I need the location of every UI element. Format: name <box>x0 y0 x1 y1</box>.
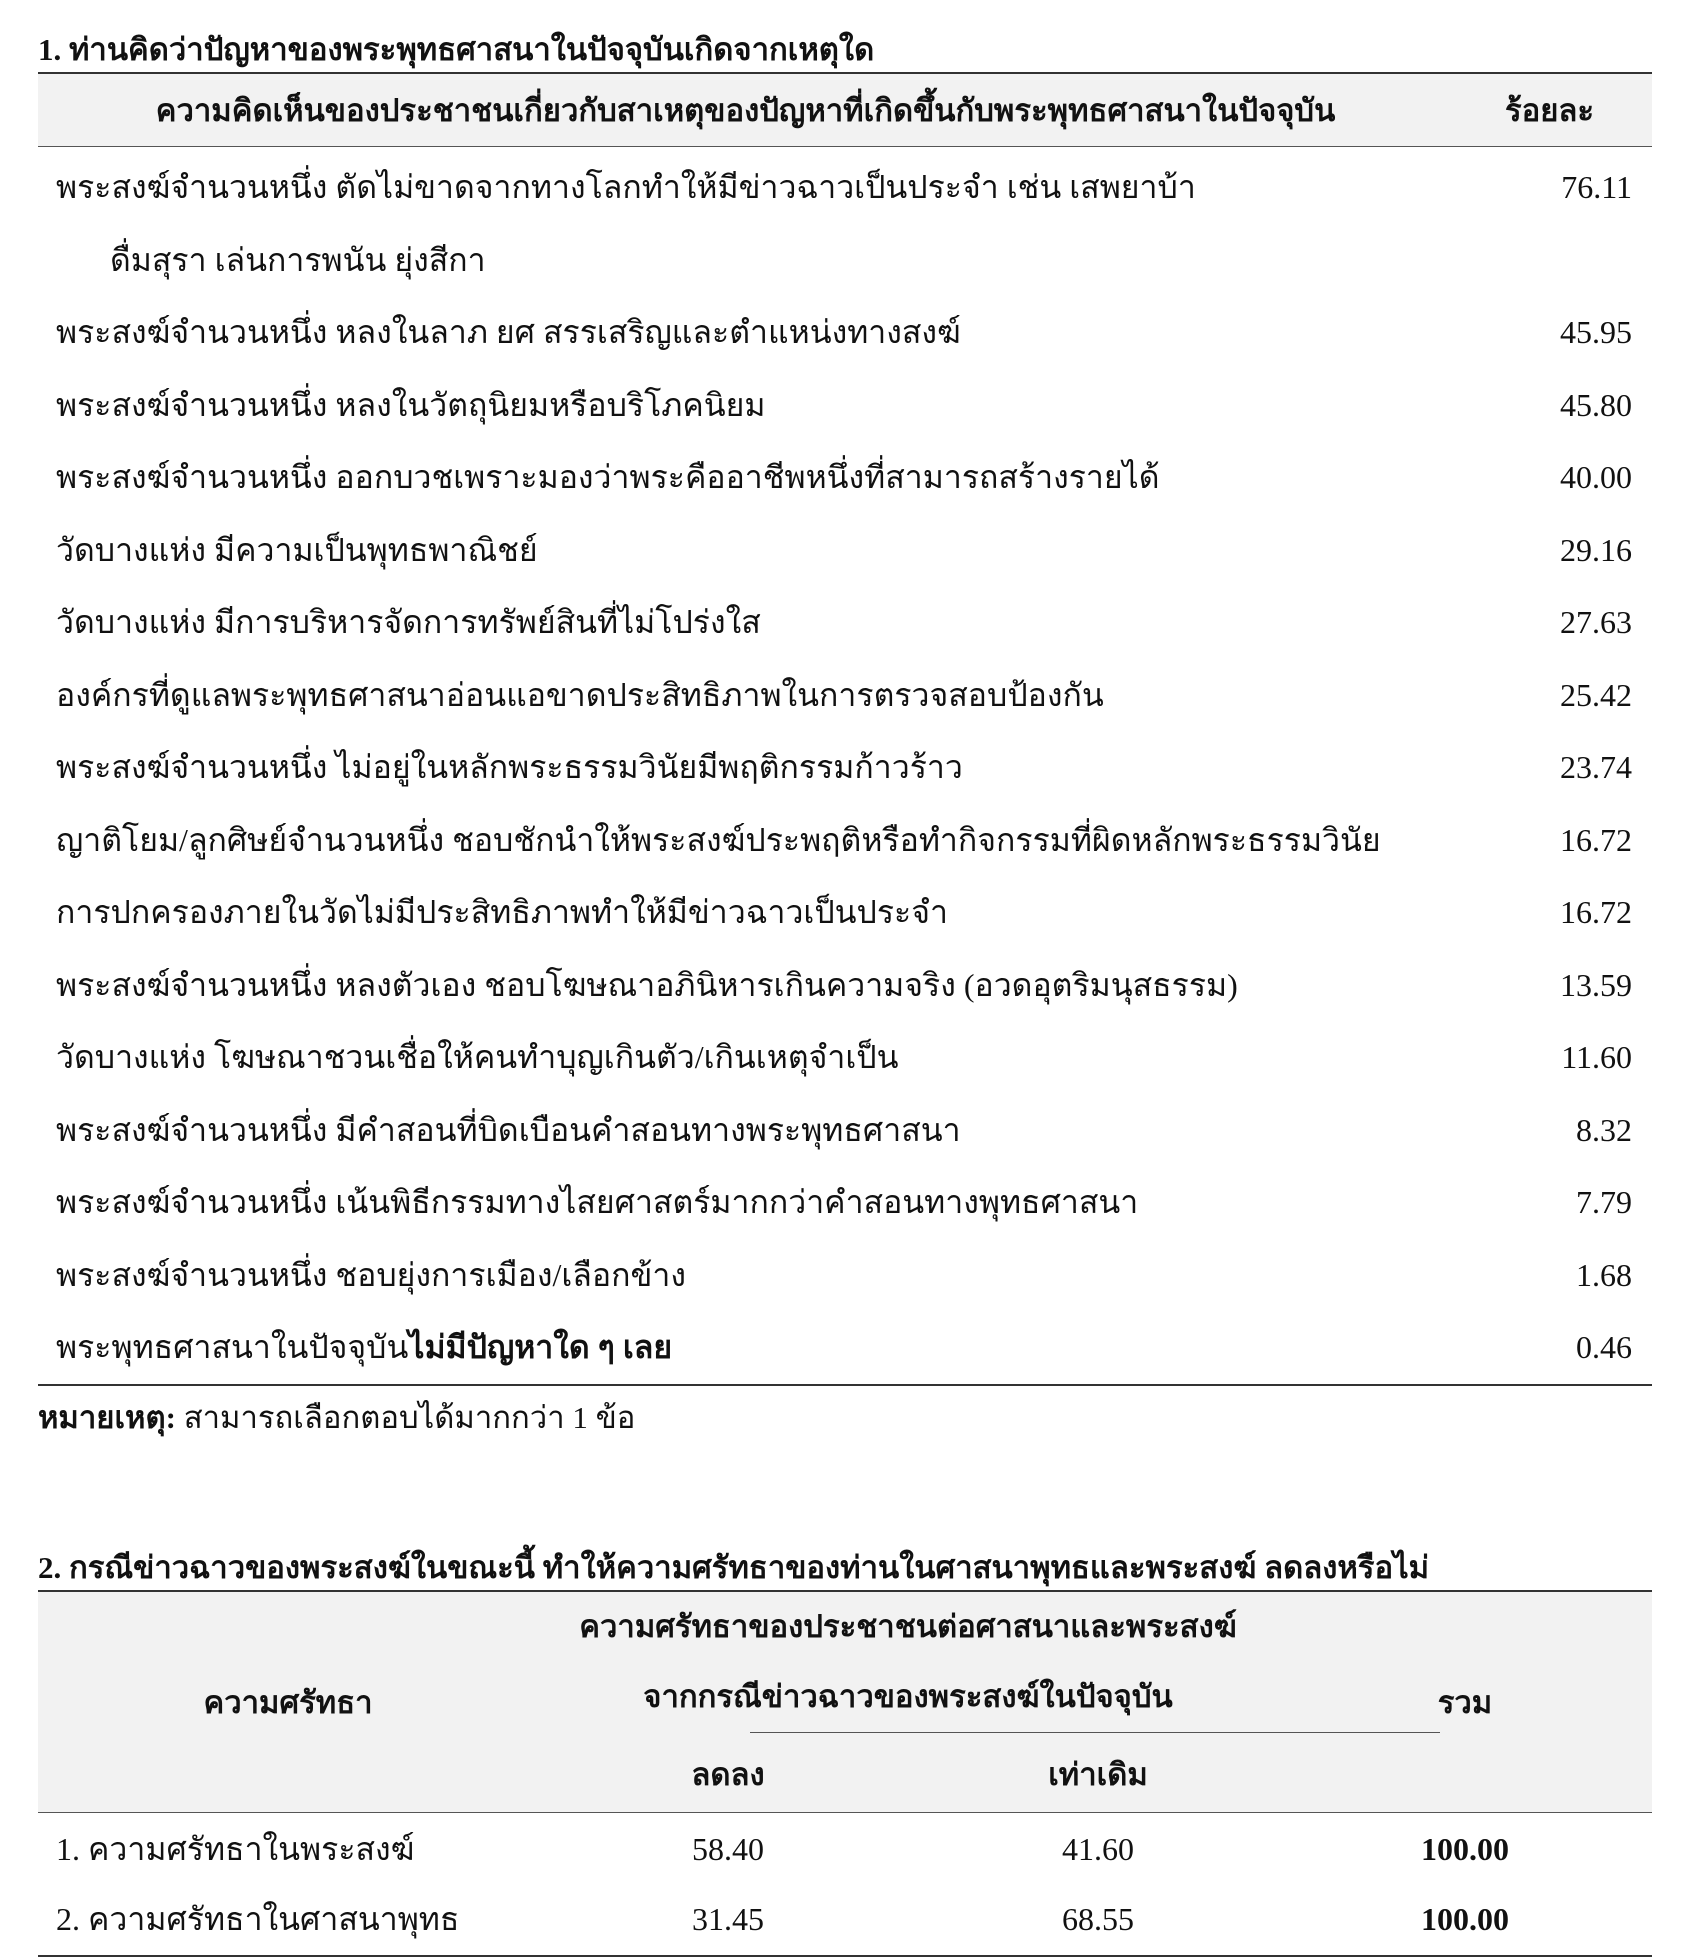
row-text: พระสงฆ์จำนวนหนึ่ง ตัดไม่ขาดจากทางโลกทำให้มีข่าวฉาวเป็นประจำ เช่น เสพยาบ้า <box>56 169 1196 205</box>
table-row <box>38 949 1652 1022</box>
row-label: 1. ความศรัทธาในพระสงฆ์ <box>56 1831 415 1867</box>
table-1-header-percent: ร้อยละ <box>1504 93 1595 128</box>
row-description: พระสงฆ์จำนวนหนึ่ง หลงในลาภ ยศ สรรเสริญและตำแหน่งทางสงฆ์ <box>56 314 961 350</box>
header-group-line-2: จากกรณีข่าวฉาวของพระสงฆ์ในปัจจุบัน <box>643 1678 1173 1714</box>
row-percent: 40.00 <box>1560 459 1632 495</box>
table-row <box>38 1885 1652 1955</box>
table-row <box>38 731 1652 804</box>
row-description: การปกครองภายในวัดไม่มีประสิทธิภาพทำให้มีข่าวฉาวเป็นประจำ <box>56 894 948 930</box>
row-description: พระสงฆ์จำนวนหนึ่ง ออกบวชเพราะมองว่าพระคืออาชีพหนึ่งที่สามารถสร้างรายได้ <box>56 459 1160 495</box>
table-2-bottom-rule <box>38 1955 1652 1957</box>
header-group-line-1: ความศรัทธาของประชาชนต่อศาสนาและพระสงฆ์ <box>579 1608 1237 1644</box>
question-1-title: 1. ท่านคิดว่าปัญหาของพระพุทธศาสนาในปัจจุบันเกิดจากเหตุใด <box>38 32 875 67</box>
row-percent: 7.79 <box>1576 1184 1632 1220</box>
row-percent: 25.42 <box>1560 676 1632 713</box>
table-row <box>38 151 1652 296</box>
row-same: 68.55 <box>1062 1901 1134 1937</box>
table-row <box>38 514 1652 587</box>
table-row <box>38 876 1652 949</box>
table-row <box>38 659 1652 732</box>
header-faith: ความศรัทธา <box>203 1684 373 1720</box>
row-description: พระสงฆ์จำนวนหนึ่ง ชอบยุ่งการเมือง/เลือกข้าง <box>56 1256 686 1293</box>
row-text: พระพุทธศาสนาในปัจจุบัน <box>56 1329 409 1365</box>
row-description: พระสงฆ์จำนวนหนึ่ง หลงตัวเอง ชอบโฆษณาอภินิหารเกินความจริง (อวดอุตริมนุสธรรม) <box>56 966 1238 1003</box>
table-row <box>38 1021 1652 1094</box>
row-description: ญาติโยม/ลูกศิษย์จำนวนหนึ่ง ชอบชักนำให้พระสงฆ์ประพฤติหรือทำกิจกรรมที่ผิดหลักพระธรรมวินัย <box>56 821 1381 858</box>
row-description: องค์กรที่ดูแลพระพุทธศาสนาอ่อนแอขาดประสิทธิภาพในการตรวจสอบป้องกัน <box>56 676 1104 713</box>
table-1-header-description: ความคิดเห็นของประชาชนเกี่ยวกับสาเหตุของปัญหาที่เกิดขึ้นกับพระพุทธศาสนาในปัจจุบัน <box>155 93 1336 128</box>
row-description <box>38 151 1472 296</box>
table-row <box>38 441 1652 514</box>
row-percent: 29.16 <box>1560 531 1632 568</box>
table-row <box>38 804 1652 877</box>
row-total: 100.00 <box>1421 1831 1509 1867</box>
row-percent: 16.72 <box>1560 894 1632 930</box>
row-description: พระสงฆ์จำนวนหนึ่ง หลงในวัตถุนิยมหรือบริโภคนิยม <box>56 386 766 423</box>
row-same: 41.60 <box>1062 1831 1134 1867</box>
table-row <box>38 369 1652 442</box>
row-percent: 23.74 <box>1560 749 1632 785</box>
table-row <box>38 296 1652 369</box>
question-2-title: 2. กรณีข่าวฉาวของพระสงฆ์ในขณะนี้ ทำให้ความศรัทธาของท่านในศาสนาพุทธและพระสงฆ์ ลดลงหรือไม่ <box>38 1549 1430 1585</box>
row-text-bold: ไม่มีปัญหาใด ๆ เลย <box>408 1329 673 1365</box>
table-2 <box>38 1592 1652 1957</box>
table-1-bottom-rule <box>38 1384 1652 1386</box>
note-text: สามารถเลือกตอบได้มากกว่า 1 ข้อ <box>175 1399 636 1435</box>
row-description: พระสงฆ์จำนวนหนึ่ง เน้นพิธีกรรมทางไสยศาสตร์มากกว่าคำสอนทางพุทธศาสนา <box>56 1184 1139 1220</box>
row-percent: 45.80 <box>1560 386 1632 423</box>
row-percent: 13.59 <box>1560 966 1632 1003</box>
row-percent: 0.46 <box>1576 1329 1632 1365</box>
row-text-continuation: ดื่มสุรา เล่นการพนัน ยุ่งสีกา <box>110 241 486 278</box>
row-description <box>38 1311 1472 1384</box>
table-row <box>38 586 1652 659</box>
row-percent: 11.60 <box>1561 1039 1632 1075</box>
table-1-header <box>38 74 1652 147</box>
header-same: เท่าเดิม <box>1048 1756 1148 1792</box>
row-percent: 16.72 <box>1560 821 1632 858</box>
row-total: 100.00 <box>1421 1901 1509 1937</box>
row-description: วัดบางแห่ง มีการบริหารจัดการทรัพย์สินที่ไม่โปร่งใส <box>56 604 761 640</box>
header-total: รวม <box>1437 1684 1493 1720</box>
row-percent: 27.63 <box>1560 604 1632 640</box>
row-label: 2. ความศรัทธาในศาสนาพุทธ <box>56 1901 460 1937</box>
row-description: พระสงฆ์จำนวนหนึ่ง มีคำสอนที่บิดเบือนคำสอนทางพระพุทธศาสนา <box>56 1111 961 1148</box>
row-description: พระสงฆ์จำนวนหนึ่ง ไม่อยู่ในหลักพระธรรมวินัยมีพฤติกรรมก้าวร้าว <box>56 749 963 785</box>
row-percent: 8.32 <box>1576 1111 1632 1148</box>
row-description: วัดบางแห่ง โฆษณาชวนเชื่อให้คนทำบุญเกินตัว/เกินเหตุจำเป็น <box>56 1039 899 1075</box>
table-1-note <box>38 1390 1652 1446</box>
table-row <box>38 1311 1652 1384</box>
row-percent: 45.95 <box>1560 314 1632 350</box>
row-percent: 1.68 <box>1576 1256 1632 1293</box>
table-2-body <box>38 1813 1652 1955</box>
table-row <box>38 1094 1652 1167</box>
table-row <box>38 1815 1652 1885</box>
row-description: วัดบางแห่ง มีความเป็นพุทธพาณิชย์ <box>56 531 538 568</box>
table-1-body <box>38 147 1652 1384</box>
document-page <box>38 28 1652 1957</box>
note-label: หมายเหตุ: <box>38 1399 176 1435</box>
table-1 <box>38 74 1652 1384</box>
table-2-header <box>38 1592 1652 1813</box>
header-decrease: ลดลง <box>691 1756 765 1792</box>
header-group-underline <box>750 1732 1440 1733</box>
row-decrease: 58.40 <box>692 1831 764 1867</box>
table-row <box>38 1166 1652 1239</box>
row-percent: 76.11 <box>1561 169 1632 205</box>
table-row <box>38 1239 1652 1312</box>
row-decrease: 31.45 <box>692 1901 764 1937</box>
